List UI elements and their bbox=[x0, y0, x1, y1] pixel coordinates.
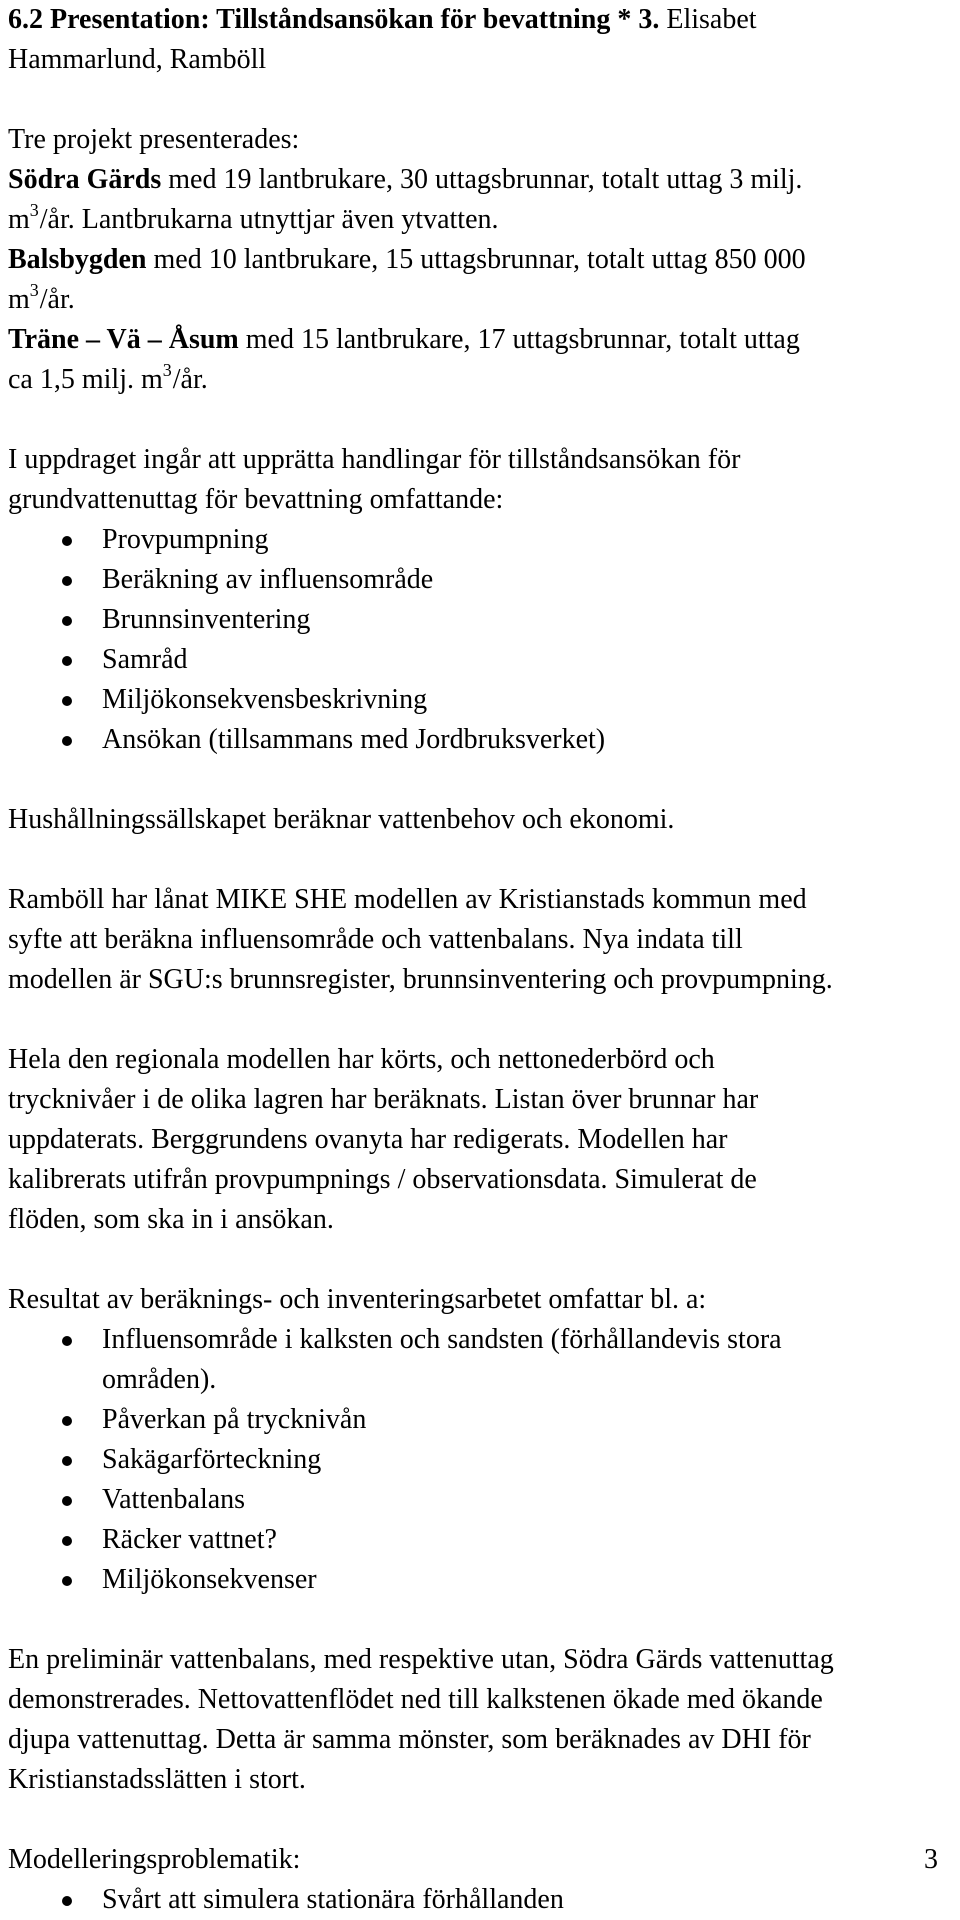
list-item: Sakägarförteckning bbox=[8, 1440, 948, 1480]
list-item: Svårt att simulera stationära förhållanden bbox=[8, 1880, 948, 1920]
bullet-icon bbox=[62, 1896, 72, 1906]
bullet-icon bbox=[62, 1536, 72, 1546]
list-item: Miljökonsekvensbeskrivning bbox=[8, 680, 948, 720]
project-trane-va-asum: Träne – Vä – Åsum med 15 lantbrukare, 17 uttagsbrunnar, totalt uttag bbox=[8, 324, 800, 355]
results-intro: Resultat av beräknings- och inventeringsarbetet omfattar bl. a: bbox=[8, 1284, 707, 1315]
bullet-icon bbox=[62, 1336, 72, 1346]
heading-bold: 6.2 Presentation: Tillståndsansökan för bevattning * 3. bbox=[8, 4, 660, 35]
modelling-block bbox=[8, 1840, 948, 1920]
bullet-icon bbox=[62, 1576, 72, 1586]
list-item: Influensområde i kalksten och sandsten (förhållandevis stora områden). bbox=[8, 1320, 948, 1400]
projects-intro: Tre projekt presenterades: bbox=[8, 124, 300, 155]
bullet-icon bbox=[62, 1496, 72, 1506]
assignment-list bbox=[8, 520, 948, 760]
assignment-line2: grundvattenuttag för bevattning omfattande: bbox=[8, 484, 504, 515]
list-item: Vattenbalans bbox=[8, 1480, 948, 1520]
project-balsbygden: Balsbygden med 10 lantbrukare, 15 uttagsbrunnar, totalt uttag 850 000 bbox=[8, 244, 806, 275]
paragraph-regional-model: Hela den regionala modellen har körts, och nettonederbörd och trycknivåer i de olika lagren har beräknats. Listan över brunnar har uppdaterats. Berggrundens ovanyta har redigerats. Modellen har kalibrerats utifrån provpumpnings / observationsdata. Simulerat de flöden, som ska in i ansökan. bbox=[8, 1044, 759, 1235]
heading-line2: Hammarlund, Ramböll bbox=[8, 44, 267, 75]
list-item: Provpumpning bbox=[8, 520, 948, 560]
bullet-icon bbox=[62, 1416, 72, 1426]
list-item: Ansökan (tillsammans med Jordbruksverket) bbox=[8, 720, 948, 760]
modelling-intro: Modelleringsproblematik: bbox=[8, 1844, 301, 1875]
list-item: Miljökonsekvenser bbox=[8, 1560, 948, 1600]
bullet-icon bbox=[62, 616, 72, 626]
projects-block: Tre projekt presenterades: Södra Gärds med 19 lantbrukare, 30 uttagsbrunnar, totalt uttag 3 milj. $m^3/år$. Lantbrukarna utnyttjar även ytvatten. Balsbygden med 10 lantbrukare, 15 uttagsbrunnar, totalt uttag 850 000 $m^3/år$. Träne – Vä – Åsum med 15 lantbrukare, 17 uttagsbrunnar, totalt uttag ca 1,5 milj. $m^3/år$. bbox=[8, 120, 948, 400]
bullet-icon bbox=[62, 1456, 72, 1466]
assignment-block bbox=[8, 440, 948, 760]
list-item: Påverkan på trycknivån bbox=[8, 1400, 948, 1440]
bullet-icon bbox=[62, 736, 72, 746]
paragraph-preliminary-balance: En preliminär vattenbalans, med respektive utan, Södra Gärds vattenuttag demonstrerades. Nettovattenflödet ned till kalkstenen ökade med ökande djupa vattenuttag. Detta är samma mönster, som beräknades av DHI för Kristianstadsslätten i stort. bbox=[8, 1644, 834, 1795]
section-heading bbox=[8, 0, 948, 80]
assignment-line1: I uppdraget ingår att upprätta handlingar för tillståndsansökan för bbox=[8, 444, 741, 475]
paragraph-ramboll: Ramböll har lånat MIKE SHE modellen av Kristianstads kommun med syfte att beräkna influensområde och vattenbalans. Nya indata till modellen är SGU:s brunnsregister, brunnsinventering och provpumpning. bbox=[8, 884, 833, 995]
list-item: Beräkning av influensområde bbox=[8, 560, 948, 600]
list-item: Samråd bbox=[8, 640, 948, 680]
project-sodra-gards: Södra Gärds med 19 lantbrukare, 30 uttagsbrunnar, totalt uttag 3 milj. bbox=[8, 164, 803, 195]
document-page bbox=[8, 0, 948, 1920]
bullet-icon bbox=[62, 536, 72, 546]
results-list bbox=[8, 1320, 948, 1600]
paragraph-hushallningssallskapet: Hushållningssällskapet beräknar vattenbehov och ekonomi. bbox=[8, 804, 675, 835]
list-item: Brunnsinventering bbox=[8, 600, 948, 640]
bullet-icon bbox=[62, 576, 72, 586]
page-number: 3 bbox=[924, 1844, 938, 1875]
modelling-list bbox=[8, 1880, 948, 1920]
list-item: Räcker vattnet? bbox=[8, 1520, 948, 1560]
heading-rest: Elisabet bbox=[659, 4, 757, 35]
bullet-icon bbox=[62, 656, 72, 666]
bullet-icon bbox=[62, 696, 72, 706]
results-block bbox=[8, 1280, 948, 1600]
